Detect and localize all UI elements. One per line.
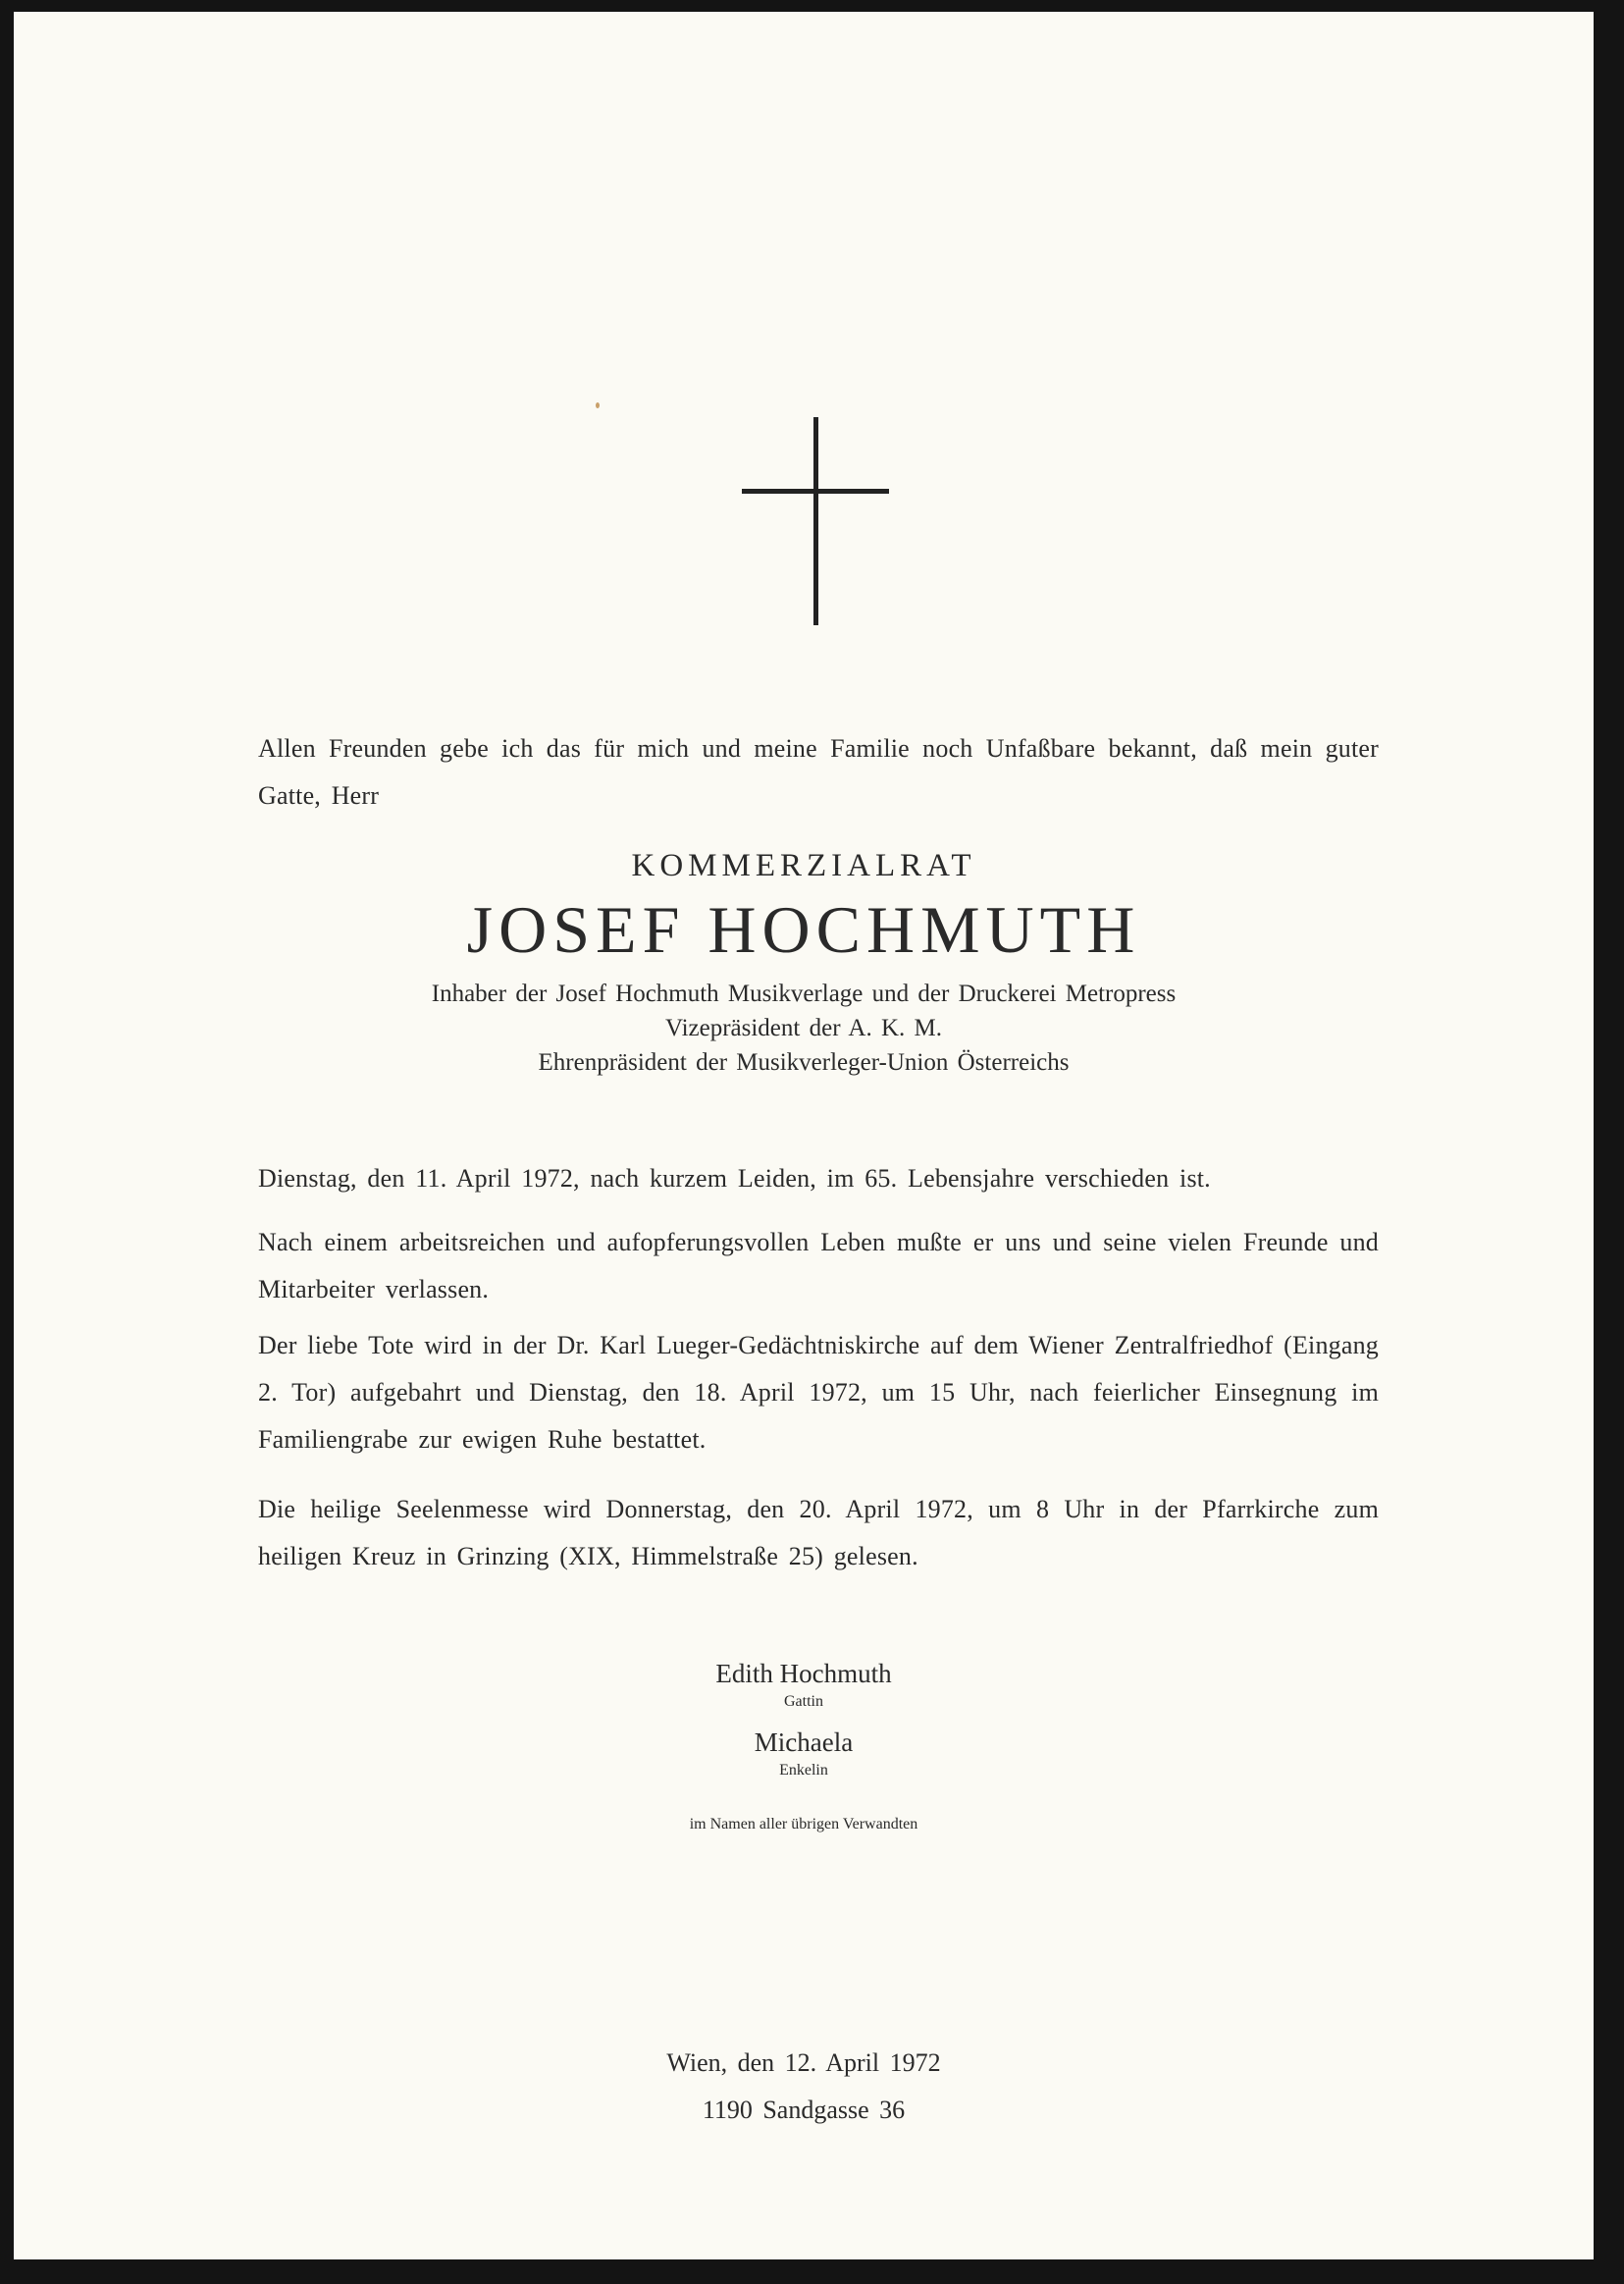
cross-horizontal-bar — [742, 489, 889, 494]
signer — [14, 1725, 1594, 1781]
life-paragraph: Nach einem arbeitsreichen und aufopferungsvollen Leben mußte er uns und seine vielen Freunde und Mitarbeiter verlassen. — [258, 1228, 1379, 1303]
signer-name: Michaela — [754, 1727, 854, 1757]
role-line: Inhaber der Josef Hochmuth Musikverlage und der Druckerei Metropress — [431, 981, 1177, 1007]
deceased-title: KOMMERZIALRAT — [631, 848, 976, 883]
requiem-mass-paragraph: Die heilige Seelenmesse wird Donnerstag, den 20. April 1972, um 8 Uhr in der Pfarrkirche zum heiligen Kreuz in Grinzing (XIX, Himmelstraße 25) gelesen. — [258, 1495, 1379, 1570]
intro-paragraph: Allen Freunden gebe ich das für mich und meine Familie noch Unfaßbare bekannt, daß mein guter Gatte, Herr — [258, 734, 1379, 810]
place-and-date — [14, 2040, 1594, 2134]
obituary-notice-page — [14, 12, 1594, 2259]
address-line: 1190 Sandgasse 36 — [702, 2096, 906, 2124]
role-line: Ehrenpräsident der Musikverleger-Union Österreichs — [538, 1049, 1070, 1076]
deceased-name: JOSEF HOCHMUTH — [466, 892, 1141, 967]
deceased-roles — [14, 977, 1594, 1080]
cross-vertical-bar — [813, 417, 818, 625]
role-line: Vizepräsident der A. K. M. — [665, 1015, 942, 1041]
signer-name: Edith Hochmuth — [715, 1659, 892, 1688]
funeral-paragraph: Der liebe Tote wird in der Dr. Karl Lueger-Gedächtniskirche auf dem Wiener Zentralfriedhof (Eingang 2. Tor) aufgebahrt und Dienstag, den 18. April 1972, um 15 Uhr, nach feierlicher Einsegnung im Familiengrabe zur ewigen Ruhe bestattet. — [258, 1331, 1379, 1454]
signer-relation: Gattin — [784, 1693, 823, 1710]
signer-note: im Namen aller übrigen Verwandten — [689, 1816, 918, 1833]
signer-relation: Enkelin — [779, 1762, 828, 1779]
signer — [14, 1656, 1594, 1713]
place-date-line: Wien, den 12. April 1972 — [666, 2048, 941, 2077]
paper-speck — [596, 402, 600, 408]
death-date-paragraph: Dienstag, den 11. April 1972, nach kurzem Leiden, im 65. Lebensjahre verschieden ist. — [258, 1164, 1211, 1193]
cross-icon — [742, 417, 889, 625]
